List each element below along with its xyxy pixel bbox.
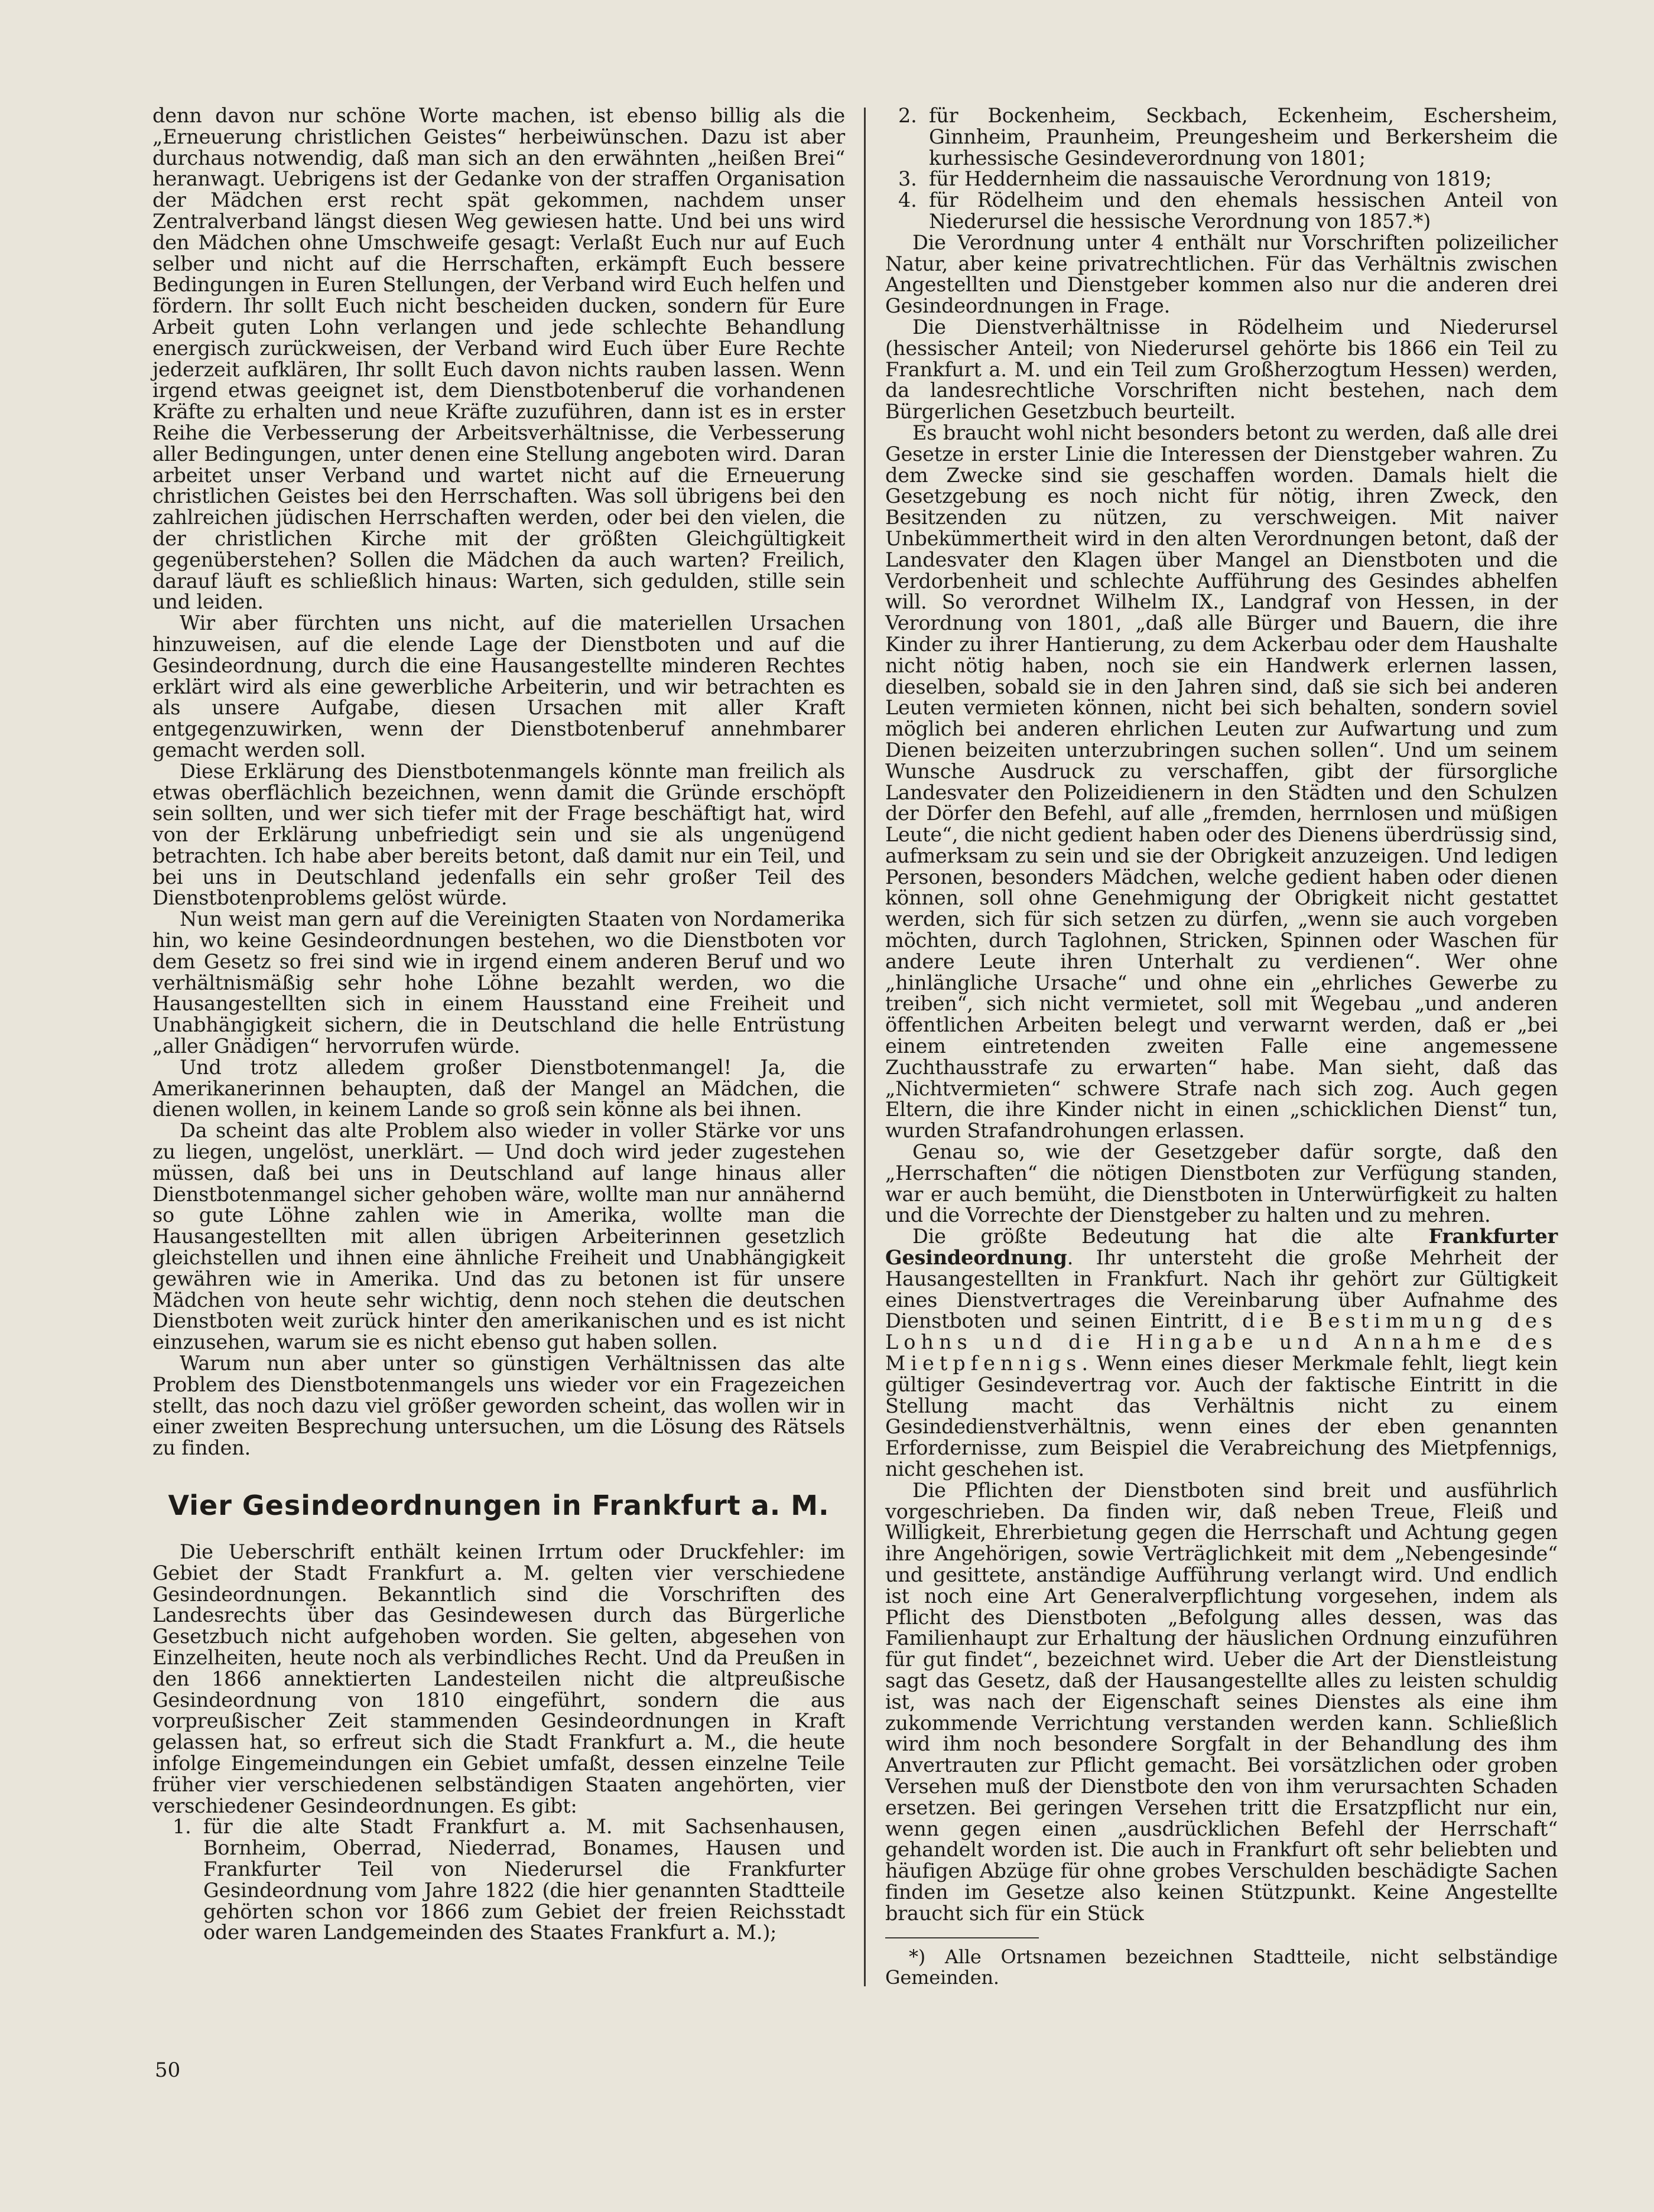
spaced-emphasis: die Bestimmung des Lohns und die Hingabe und Annahme des Mietpfennigs xyxy=(885,1309,1558,1375)
ordinance-list xyxy=(152,1816,845,1943)
list-number: 4. xyxy=(898,188,917,212)
paragraph: Die Dienstverhältnisse in Rödelheim und Niederursel (hessischer Anteil; von Niederursel gehörte bis 1866 ein Teil zu Frankfurt a. M. und ein Teil zum Großherzogtum Hessen) werden, da landesrechtliche Vorschriften nicht bestehen, nach dem Bürgerlichen Gesetzbuch beurteilt. xyxy=(885,315,1558,424)
paragraph: Genau so, wie der Gesetzgeber dafür sorgte, daß den „Herrschaften“ die nötigen Dienstboten zur Verfügung standen, war er auch bemüht, die Dienstboten in Unterwürfigkeit zu halten und die Vorrechte der Dienstgeber zu halten und zu mehren. xyxy=(885,1140,1558,1227)
paragraph: Da scheint das alte Problem also wieder in voller Stärke vor uns zu liegen, ungelöst, unerklärt. — Und doch wird jeder zugestehen müssen, daß bei uns in Deutschland auf lange hinaus aller Dienstbotenmangel sicher gehoben wäre, wollte man nur annähernd so gute Löhne zahlen wie in Amerika, wollte man die Hausangestellten mit allen übrigen Arbeiterinnen gesetzlich gleichstellen und ihnen eine ähnliche Freiheit und Unabhängigkeit gewähren wie in Amerika. Und das zu betonen ist für unsere Mädchen von heute sehr wichtig, denn noch stehen die deutschen Dienstboten weit zurück hinter den amerikanischen und es ist nicht einzusehen, warum sie es nicht ebenso gut haben sollen. xyxy=(152,1119,845,1354)
paragraph: Es braucht wohl nicht besonders betont zu werden, daß alle drei Gesetze in erster Linie die Interessen der Dienstgeber wahren. Zu dem Zwecke sind sie geschaffen worden. Damals hielt die Gesetzgebung es noch nicht für nötig, ihren Zweck, den Besitzenden zu nützen, zu verschweigen. Mit naiver Unbekümmertheit wird in den alten Verordnungen betont, daß der Landesvater den Klagen über Mangel an Dienstboten und die Verdorbenheit und schlechte Aufführung des Gesindes abhelfen will. So verordnet Wilhelm IX., Landgraf von Hessen, in der Verordnung von 1801, „daß alle Bürger und Bauern, die ihre Kinder zu ihrer Hantierung, zu dem Ackerbau oder dem Haushalte nicht nötig haben, noch sie ein Handwerk erlernen lassen, dieselben, sobald sie in den Jahren sind, daß sie sich bei anderen Leuten vermieten können, nicht bei sich behalten, sondern soviel möglich bei anderen ehrlichen Leuten zur Aufwartung und zum Dienen beizeiten unterzubringen suchen sollen“. Und um seinem Wunsche Ausdruck zu verschaffen, gibt der fürsorgliche Landesvater den Polizeidienern in den Städten und den Schulzen der Dörfer den Befehl, auf alle „fremden, herrnlosen und müßigen Leute“, die nicht gedient haben oder des Dienens überdrüssig sind, aufmerksam zu sein und sie der Obrigkeit anzuzeigen. Und ledigen Personen, besonders Mädchen, welche gedient haben oder dienen können, soll ohne Genehmigung der Obrigkeit nicht gestattet werden, sich für sich setzen zu dürfen, „wenn sie auch vorgeben möchten, durch Taglohnen, Stricken, Spinnen oder Waschen für andere Leute ihren Unterhalt zu verdienen“. Wer ohne „hinlängliche Ursache“ und ohne ein „ehrliches Gewerbe zu treiben“, sich nicht vermietet, soll mit Wegebau „und anderen öffentlichen Arbeiten belegt und verwarnt werden, daß er „bei einem eintretenden zweiten Falle eine angemessene Zuchthausstrafe zu erwarten“ habe. Man sieht, daß das „Nichtvermieten“ schwere Strafe nach sich zog. Auch gegen Eltern, die ihre Kinder nicht in einen „schicklichen Dienst“ tun, wurden Strafandrohungen erlassen. xyxy=(885,421,1558,1143)
footnote: *) Alle Ortsnamen bezeichnen Stadtteile, nicht selbständige Gemeinden. xyxy=(885,1945,1558,1989)
bold-term: Frankfurter Gesindeordnung xyxy=(885,1225,1558,1270)
ordinance-list-continued xyxy=(885,105,1558,232)
paragraph: Warum nun aber unter so günstigen Verhältnissen das alte Problem des Dienstbotenmangels uns wieder vor ein Fragezeichen stellt, das noch dazu viel größer geworden scheint, das wollen wir in einer zweiten Besprechung untersuchen, um die Lösung des Rätsels zu finden. xyxy=(152,1352,845,1460)
paragraph: Die Verordnung unter 4 enthält nur Vorschriften polizeilicher Natur, aber keine privatrechtlichen. Für das Verhältnis zwischen Angestellten und Dienstgeber kommen also nur die anderen drei Gesindeordnungen in Frage. xyxy=(885,230,1558,318)
paragraph: Die Ueberschrift enthält keinen Irrtum oder Druckfehler: im Gebiet der Stadt Frankfurt a. M. gelten vier verschiedene Gesindeordnungen. Bekanntlich sind die Vorschriften des Landesrechts über das Gesindewesen durch das Bürgerliche Gesetzbuch nicht aufgehoben worden. Sie gelten, abgesehen von Einzelheiten, heute noch als verbindliches Recht. Und da Preußen in den 1866 annektierten Landesteilen nicht die altpreußische Gesindeordnung von 1810 eingeführt, sondern die aus vorpreußischer Zeit stammenden Gesindeordnungen in Kraft gelassen hat, so erfreut sich die Stadt Frankfurt a. M., die heute infolge Eingemeindungen ein Gebiet umfaßt, dessen einzelne Teile früher vier verschiedenen selbständigen Staaten angehörten, vier verschiedener Gesindeordnungen. Es gibt: xyxy=(152,1540,845,1817)
list-item xyxy=(885,105,1558,168)
list-number: 2. xyxy=(898,104,917,127)
list-text: für Heddernheim die nassauische Verordnung von 1819; xyxy=(929,167,1492,191)
list-number: 3. xyxy=(898,167,917,191)
list-text: für die alte Stadt Frankfurt a. M. mit Sachsenhausen, Bornheim, Oberrad, Niederrad, Bonames, Hausen und Frankfurter Teil von Niederursel die Frankfurter Gesindeordnung vom Jahre 1822 (die hier genannten Stadtteile gehörten schon vor 1866 zum Gebiet der freien Reichsstadt oder waren Landgemeinden des Staates Frankfurt a. M.); xyxy=(203,1815,845,1944)
list-item xyxy=(885,190,1558,232)
paragraph: Wir aber fürchten uns nicht, auf die materiellen Ursachen hinzuweisen, auf die elende Lage der Dienstboten und auf die Gesindeordnung, durch die eine Hausangestellte minderen Rechtes erklärt wird als eine gewerbliche Arbeiterin, und wir betrachten es als unsere Aufgabe, diesen Ursachen mit aller Kraft entgegenzuwirken, wenn der Dienstbotenberuf annehmbarer gemacht werden soll. xyxy=(152,611,845,762)
paragraph: Und trotz alledem großer Dienstbotenmangel! Ja, die Amerikanerinnen behaupten, daß der Mangel an Mädchen, die dienen wollen, in keinem Lande so groß sein könne als bei ihnen. xyxy=(152,1055,845,1121)
text-run: Die größte Bedeutung hat die alte xyxy=(912,1225,1429,1248)
list-item xyxy=(152,1816,845,1943)
page-number: 50 xyxy=(155,2058,181,2082)
paragraph: Nun weist man gern auf die Vereinigten Staaten von Nordamerika hin, wo keine Gesindeordnungen bestehen, wo die Dienstboten vor dem Gesetz so frei sind wie in irgend einem anderen Beruf und wo verhältnismäßig sehr hohe Löhne bezahlt werden, wo die Hausangestellten sich in einem Hausstand eine Freiheit und Unabhängigkeit sichern, die in Deutschland die helle Entrüstung „aller Gnädigen“ hervorrufen würde. xyxy=(152,907,845,1058)
list-number: 1. xyxy=(173,1815,191,1839)
paragraph: denn davon nur schöne Worte machen, ist ebenso billig als die „Erneuerung christlichen Geistes“ herbeiwünschen. Dazu ist aber durchaus notwendig, daß man sich an den erwähnten „heißen Brei“ heranwagt. Uebrigens ist der Gedanke von der straffen Organisation der Mädchen erst recht spät gekommen, nachdem unser Zentralverband längst diesen Weg gewiesen hatte. Und bei uns wird den Mädchen ohne Umschweife gesagt: Verlaßt Euch nur auf Euch selber und nicht auf die Herrschaften, erkämpft Euch bessere Bedingungen in Euren Stellungen, der Verband wird Euch helfen und fördern. Ihr sollt Euch nicht bescheiden ducken, sondern für Eure Arbeit guten Lohn verlangen und jede schlechte Behandlung energisch zurückweisen, der Verband wird Euch über Eure Rechte jederzeit aufklären, Ihr sollt Euch davon nichts rauben lassen. Wenn irgend etwas geeignet ist, dem Dienstbotenberuf die vorhandenen Kräfte zu erhalten und neue Kräfte zuzuführen, dann ist es in erster Reihe die Verbesserung der Arbeitsverhältnisse, die Verbesserung aller Bedingungen, unter denen eine Stellung angeboten wird. Daran arbeitet unser Verband und wartet nicht auf die Erneuerung christlichen Geistes bei den Herrschaften. Was soll übrigens bei den zahlreichen jüdischen Herrschaften werden, oder bei den vielen, die der christlichen Kirche mit der größten Gleichgültigkeit gegenüberstehen? Sollen die Mädchen da auch warten? Freilich, darauf läuft es schließlich hinaus: Warten, sich gedulden, stille sein und leiden. xyxy=(152,104,845,614)
column-divider xyxy=(864,108,866,1986)
left-column xyxy=(152,105,845,1943)
paragraph xyxy=(885,1226,1558,1480)
right-column xyxy=(885,105,1558,1988)
text-run: . Wenn eines dieser Merkmale fehlt, liegt kein gültiger Gesindevertrag vor. Auch der faktische Eintritt in die Stellung macht das Verhältnis nicht zu einem Gesindedienstverhältnis, wenn eines der eben genannten Erfordernisse, zum Beispiel die Verabreichung des Mietpfennigs, nicht geschehen ist. xyxy=(885,1352,1558,1481)
paragraph: Die Pflichten der Dienstboten sind breit und ausführlich vorgeschrieben. Da finden wir, daß neben Treue, Fleiß und Willigkeit, Ehrerbietung gegen die Herrschaft und Achtung gegen ihre Angehörigen, sowie Verträglichkeit mit dem „Nebengesinde“ und gesittete, anständige Aufführung verlangt wird. Und endlich ist noch eine Art Generalverpflichtung vorgesehen, indem als Pflicht des Dienstboten „Befolgung alles dessen, was das Familienhaupt zur Erhaltung der häuslichen Ordnung einzuführen für gut findet“, bezeichnet wird. Ueber die Art der Dienstleistung sagt das Gesetz, daß der Hausangestellte alles zu leisten schuldig ist, was nach der Eigenschaft seines Dienstes als eine ihm zukommende Verrichtung verstanden werden kann. Schließlich wird ihm noch besondere Sorgfalt in der Behandlung des ihm Anvertrauten zur Pflicht gemacht. Bei vorsätzlichen oder groben Versehen muß der Dienstbote den von ihm verursachten Schaden ersetzen. Bei geringen Versehen tritt die Ersatzpflicht nur ein, wenn gegen einen „ausdrücklichen Befehl der Herrschaft“ gehandelt worden ist. Die auch in Frankfurt oft sehr beliebten und häufigen Abzüge für ohne grobes Verschulden beschädigte Sachen finden im Gesetze also keinen Stützpunkt. Keine Angestellte braucht sich für ein Stück xyxy=(885,1478,1558,1925)
text-run: . Ihr untersteht die große Mehrheit der Hausangestellten in Frankfurt. Nach ihr gehört zur Gültigkeit eines Dienstvertrages die Vereinbarung über Aufnahme des Dienstboten und seinen Eintritt, xyxy=(885,1246,1558,1333)
section-heading: Vier Gesindeordnungen in Frankfurt a. M. xyxy=(168,1489,830,1521)
paragraph: Diese Erklärung des Dienstbotenmangels könnte man freilich als etwas oberflächlich bezeichnen, wenn damit die Gründe erschöpft sein sollten, und wer sich tiefer mit der Frage beschäftigt hat, wird von der Erklärung unbefriedigt sein und sie als ungenügend betrachten. Ich habe aber bereits betont, daß damit nur ein Teil, und bei uns in Deutschland jedenfalls ein sehr großer Teil des Dienstbotenproblems gelöst würde. xyxy=(152,759,845,910)
list-item xyxy=(885,168,1558,190)
footnote-rule xyxy=(885,1937,1039,1938)
list-text: für Bockenheim, Seckbach, Eckenheim, Eschersheim, Ginnheim, Praunheim, Preungesheim und Berkersheim die kurhessische Gesindeverordnung von 1801; xyxy=(929,104,1558,170)
list-text: für Rödelheim und den ehemals hessischen Anteil von Niederursel die hessische Verordnung von 1857.*) xyxy=(929,188,1558,233)
